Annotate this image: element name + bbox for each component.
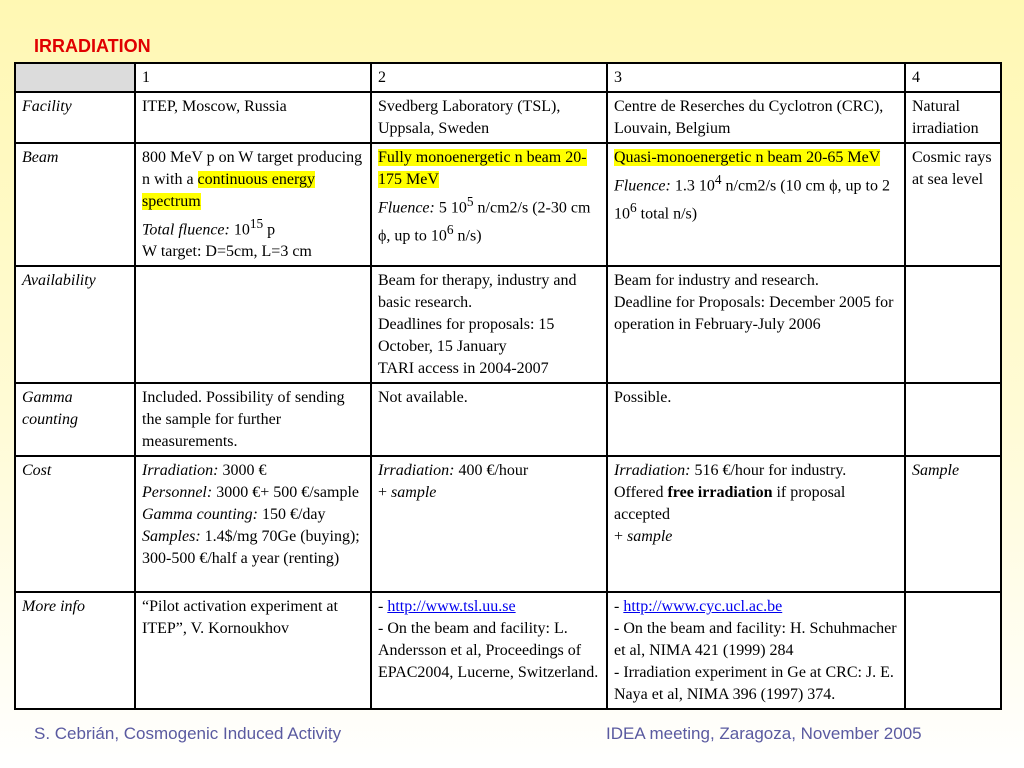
cost-1-gamma-label: Gamma counting: bbox=[142, 506, 258, 524]
beam-1-fluence-unit: p bbox=[267, 221, 276, 239]
cost-cell-4: Sample bbox=[905, 456, 1001, 592]
cost-2-irradiation: 400 €/hour bbox=[458, 462, 529, 480]
facility-cell-4: Natural irradiation bbox=[905, 92, 1001, 143]
availability-row bbox=[15, 266, 1001, 383]
cost-3-plus: + bbox=[614, 528, 624, 546]
cost-1-personnel-label: Personnel: bbox=[142, 484, 213, 502]
gamma-row bbox=[15, 383, 1001, 456]
more-info-cell-1: “Pilot activation experiment at ITEP”, V. Kornoukhov bbox=[135, 592, 371, 709]
beam-2-fluence-a: 5 10 bbox=[438, 199, 467, 217]
more-info-3-ref-2: - Irradiation experiment in Ge at CRC: J. E. Naya et al, NIMA 396 (1997) 374. bbox=[614, 664, 894, 704]
cyc-link[interactable]: http://www.cyc.ucl.ac.be bbox=[623, 598, 783, 616]
availability-cell-1 bbox=[135, 266, 371, 383]
irradiation-table bbox=[14, 62, 1002, 710]
cost-row bbox=[15, 456, 1001, 592]
cost-1-gamma: 150 €/day bbox=[261, 506, 326, 524]
cost-3-if-accepted: if proposal accepted bbox=[614, 484, 846, 524]
cost-1-personnel: 3000 €+ 500 €/sample bbox=[216, 484, 359, 502]
facility-cell-2: Svedberg Laboratory (TSL), Uppsala, Sweden bbox=[371, 92, 607, 143]
beam-1-text: 800 MeV p on W target producing n with a bbox=[142, 149, 363, 188]
tsl-link[interactable]: http://www.tsl.uu.se bbox=[387, 598, 516, 616]
cost-cell-1 bbox=[135, 456, 371, 592]
beam-1-fluence-exp: 15 bbox=[249, 216, 264, 231]
row-label-cost: Cost bbox=[15, 456, 135, 592]
cost-3-free-irradiation: free irradiation bbox=[667, 484, 773, 502]
beam-3-fluence-c: total n/s) bbox=[640, 205, 698, 223]
beam-cell-2 bbox=[371, 143, 607, 266]
more-info-3-dash: - bbox=[614, 598, 620, 616]
row-label-more-info: More info bbox=[15, 592, 135, 709]
cost-3-offered: Offered bbox=[614, 484, 664, 502]
availability-3-line-1: Beam for industry and research. bbox=[614, 272, 819, 290]
cost-1-irradiation-label: Irradiation: bbox=[142, 462, 219, 480]
gamma-cell-2: Not available. bbox=[371, 383, 607, 456]
footer-author: S. Cebrián, Cosmogenic Induced Activity bbox=[34, 724, 342, 743]
availability-2-line-2: Deadlines for proposals: 15 October, 15 January bbox=[378, 316, 555, 356]
availability-cell-3 bbox=[607, 266, 905, 383]
beam-3-fluence-exp2: 6 bbox=[630, 200, 637, 216]
column-header-4: 4 bbox=[905, 63, 1001, 92]
availability-cell-2 bbox=[371, 266, 607, 383]
row-label-gamma: Gamma counting bbox=[15, 383, 135, 456]
beam-2-fluence-label: Fluence: bbox=[378, 199, 435, 217]
footer-event: IDEA meeting, Zaragoza, November 2005 bbox=[606, 724, 922, 743]
row-label-availability: Availability bbox=[15, 266, 135, 383]
cost-3-irradiation-label: Irradiation: bbox=[614, 462, 691, 480]
column-header-1: 1 bbox=[135, 63, 371, 92]
beam-1-fluence-base: 10 bbox=[233, 221, 250, 239]
column-header-2: 2 bbox=[371, 63, 607, 92]
gamma-cell-4 bbox=[905, 383, 1001, 456]
gamma-cell-1: Included. Possibility of sending the sample for further measurements. bbox=[135, 383, 371, 456]
availability-cell-4 bbox=[905, 266, 1001, 383]
more-info-row bbox=[15, 592, 1001, 709]
facility-cell-1: ITEP, Moscow, Russia bbox=[135, 92, 371, 143]
availability-3-line-2: Deadline for Proposals: December 2005 for operation in February-July 2006 bbox=[614, 294, 894, 334]
slide-title: IRRADIATION bbox=[34, 36, 151, 56]
beam-1-highlight: continuous energy spectrum bbox=[142, 171, 316, 210]
row-label-facility: Facility bbox=[15, 92, 135, 143]
cost-1-irradiation: 3000 € bbox=[222, 462, 267, 480]
beam-cell-1 bbox=[135, 143, 371, 266]
beam-3-fluence-b: n/cm2/s (10 cm ϕ, up to 2 10 bbox=[614, 177, 890, 223]
corner-cell bbox=[15, 63, 135, 92]
more-info-2-ref: - On the beam and facility: L. Andersson et al, Proceedings of EPAC2004, Lucerne, Switzerland. bbox=[378, 620, 599, 682]
facility-row bbox=[15, 92, 1001, 143]
beam-2-fluence-exp: 5 bbox=[466, 194, 474, 209]
facility-cell-3: Centre de Reserches du Cyclotron (CRC), Louvain, Belgium bbox=[607, 92, 905, 143]
availability-2-line-3: TARI access in 2004-2007 bbox=[378, 360, 549, 378]
beam-3-fluence-exp: 4 bbox=[714, 172, 722, 187]
more-info-2-dash: - bbox=[378, 598, 384, 616]
gamma-cell-3: Possible. bbox=[607, 383, 905, 456]
beam-2-fluence-exp2: 6 bbox=[446, 222, 454, 238]
beam-row bbox=[15, 143, 1001, 266]
more-info-cell-2 bbox=[371, 592, 607, 709]
more-info-3-ref-1: - On the beam and facility: H. Schuhmacher et al, NIMA 421 (1999) 284 bbox=[614, 620, 897, 660]
cost-2-sample: sample bbox=[391, 484, 437, 502]
cost-cell-3 bbox=[607, 456, 905, 592]
availability-2-line-1: Beam for therapy, industry and basic research. bbox=[378, 272, 577, 312]
cost-1-samples: 1.4$/mg 70Ge (buying); 300-500 €/half a year (renting) bbox=[142, 528, 360, 568]
beam-3-fluence-label: Fluence: bbox=[614, 177, 671, 195]
beam-1-fluence-label: Total fluence: bbox=[142, 221, 230, 239]
cost-3-sample: sample bbox=[627, 528, 673, 546]
cost-3-irradiation: 516 €/hour for industry. bbox=[694, 462, 847, 480]
beam-2-fluence-c: n/s) bbox=[457, 227, 482, 245]
beam-3-highlight: Quasi-monoenergetic n beam 20-65 MeV bbox=[614, 149, 881, 166]
cost-2-irradiation-label: Irradiation: bbox=[378, 462, 455, 480]
beam-cell-3 bbox=[607, 143, 905, 266]
row-label-beam: Beam bbox=[15, 143, 135, 266]
beam-2-fluence-b: n/cm2/s (2-30 cm ϕ, up to 10 bbox=[378, 199, 591, 245]
beam-2-highlight: Fully monoenergetic n beam 20-175 MeV bbox=[378, 149, 587, 188]
beam-1-target: W target: D=5cm, L=3 cm bbox=[142, 243, 312, 261]
more-info-cell-4 bbox=[905, 592, 1001, 709]
beam-cell-4: Cosmic rays at sea level bbox=[905, 143, 1001, 266]
cost-1-samples-label: Samples: bbox=[142, 528, 201, 546]
column-header-3: 3 bbox=[607, 63, 905, 92]
beam-3-fluence-a: 1.3 10 bbox=[674, 177, 715, 195]
header-row bbox=[15, 63, 1001, 92]
more-info-cell-3 bbox=[607, 592, 905, 709]
cost-cell-2 bbox=[371, 456, 607, 592]
cost-2-plus: + bbox=[378, 484, 388, 502]
